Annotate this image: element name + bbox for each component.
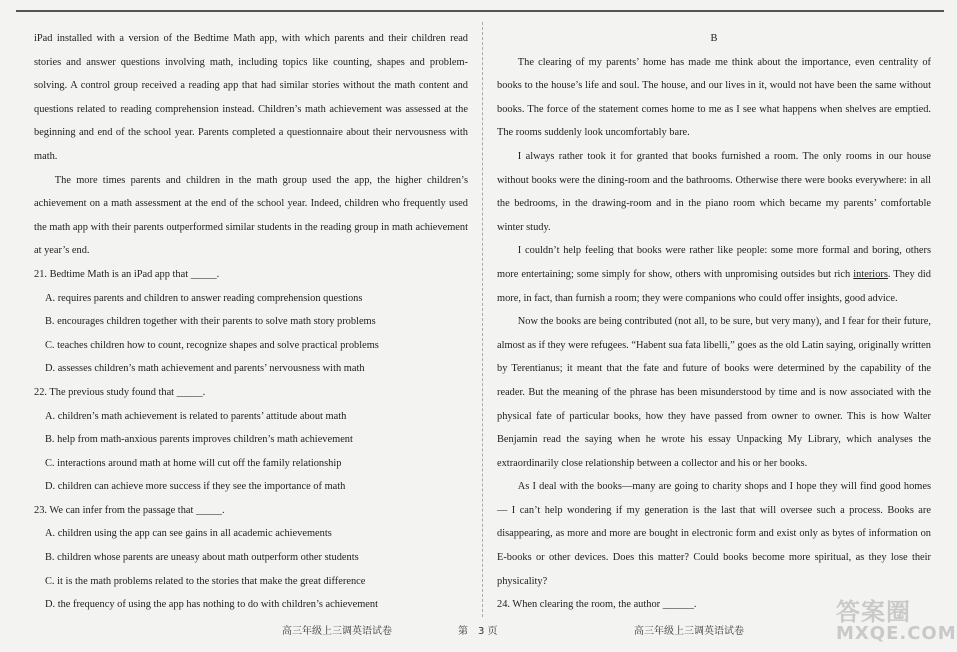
underlined-word-interiors: interiors — [853, 268, 888, 280]
left-column — [34, 27, 468, 617]
watermark-logo — [836, 592, 957, 644]
footer-right-title: 高三年级上三调英语试卷 — [634, 626, 744, 637]
question-23-stem: 23. We can infer from the passage that _____. — [34, 504, 225, 516]
question-22-option-c: C. interactions around math at home will cut off the family relationship — [45, 457, 342, 469]
passage-a-paragraph-2: The more times parents and children in the math group used the app, the higher children’s achievement on a math assessment at the end of the school year. Indeed, children who frequently used the math app with their parents outperformed similar students in the reading group in math achievement at year’s end. — [34, 174, 468, 257]
question-23-option-a: A. children using the app can see gains in all academic achievements — [45, 528, 332, 540]
question-22-option-d: D. children can achieve more success if they see the importance of math — [45, 481, 346, 493]
question-21-stem: 21. Bedtime Math is an iPad app that _____. — [34, 268, 220, 280]
watermark-url: MXQE.COM — [836, 623, 957, 644]
top-rule — [16, 10, 944, 12]
passage-b-paragraph-1: The clearing of my parents’ home has made me think about the importance, even centrality of books to the house’s life and soul. The house, and our lives in it, would not have been the same without books. The force of the statement comes home to me as I see what happens when shelves are emptied. The rooms suddenly look uncomfortably bare. — [497, 56, 931, 139]
question-24-stem: 24. When clearing the room, the author ______. — [497, 599, 697, 611]
watermark-chinese-text: 答案圈 — [836, 598, 911, 626]
question-23-option-b: B. children whose parents are uneasy about math outperform other students — [45, 552, 359, 564]
passage-b-paragraph-2: I always rather took it for granted that books furnished a room. The only rooms in our house without books were the dining-room and the bathrooms. Otherwise there were books everywhere: in all the bedrooms, in the drawing-room and in the piano room which became my parents’ comfortable winter study. — [497, 150, 931, 233]
question-22-option-b: B. help from math-anxious parents improves children’s math achievement — [45, 434, 353, 446]
footer-page-number: 第 3 页 — [458, 626, 498, 637]
paragraph-3-text-start: I couldn’t help feeling that books were rather like people: some more formal and boring, others more entertaining; some simply for show, others with unpromising outsides but rich — [497, 245, 931, 280]
paragraph-3-text-end: . They did more, in fact, than furnish a room; they were companions who could offer insights, good advice. — [497, 268, 931, 304]
passage-b-paragraph-4: Now the books are being contributed (not all, to be sure, but very many), and I fear for their future, almost as if they were refugees. “Habent sua fata libelli,” goes as the old Latin saying, originally written by Terentianus; it meant that the fate and future of books were determined by the capability of the reader. But the meaning of the phrase has been misunderstood by time and is now associated with the physical fate of particular books, how they have passed from owner to owner. This is how Walter Benjamin read the saying when he wrote his essay Unpacking My Library, which analyses the extraordinarily close relationship between a collector and his or her books. — [497, 316, 931, 469]
passage-a-paragraph-1: iPad installed with a version of the Bedtime Math app, with which parents and their children read stories and answer questions involving math, including topics like counting, shapes and problem-solving. A control group received a reading app that had similar stories without the math content and questions related to reading comprehension instead. Children’s math achievement was assessed at the beginning and end of the school year. Parents completed a questionnaire about their nervousness with math. — [34, 33, 468, 162]
right-column — [497, 27, 931, 617]
question-22-stem: 22. The previous study found that _____. — [34, 386, 206, 398]
question-23-option-c: C. it is the math problems related to the stories that make the great difference — [45, 575, 366, 587]
column-divider — [482, 22, 483, 617]
question-21-option-c: C. teaches children how to count, recognize shapes and solve practical problems — [45, 339, 379, 351]
question-21-option-a: A. requires parents and children to answer reading comprehension questions — [45, 292, 363, 304]
section-letter: B — [710, 33, 718, 44]
question-21-option-d: D. assesses children’s math achievement and parents’ nervousness with math — [45, 363, 365, 375]
footer-left-title: 高三年级上三调英语试卷 — [282, 626, 392, 637]
question-22-option-a: A. children’s math achievement is related to parents’ attitude about math — [45, 410, 347, 422]
passage-b-paragraph-5: As I deal with the books—many are going to charity shops and I hope they will find good homes— I can’t help wondering if my generation is the last that will oversee such a process. Books are disappearing, as more and more are bought in electronic form and exist only as bytes of information on E-books or other devices. Does this matter? Could books become more spiritual, as they lose their physicality? — [497, 481, 931, 587]
question-21-option-b: B. encourages children together with their parents to solve math story problems — [45, 316, 376, 328]
passage-b-paragraph-3 — [497, 239, 931, 310]
question-23-option-d: D. the frequency of using the app has nothing to do with children’s achievement — [45, 599, 378, 611]
